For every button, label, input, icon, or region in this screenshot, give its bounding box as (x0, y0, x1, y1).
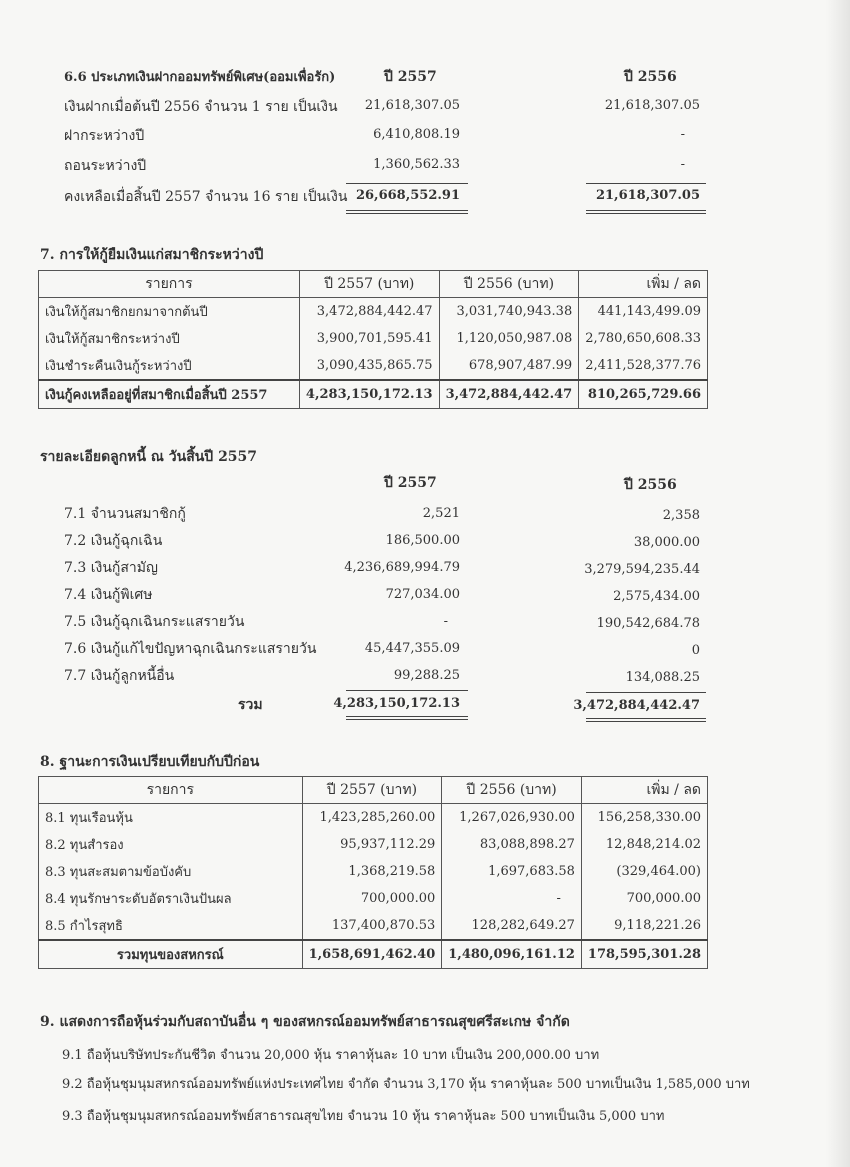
table-row (39, 298, 708, 326)
debt-sum-line (346, 690, 468, 691)
table-row (39, 858, 708, 885)
debt-value-2556: 0 (691, 643, 700, 658)
s66-row-value-2556: - (680, 127, 685, 142)
value-2556: 128,282,649.27 (442, 912, 582, 940)
value-change: 700,000.00 (581, 885, 707, 912)
financial-position-table (38, 776, 708, 969)
debt-row-label: 7.2 เงินกู้ฉุกเฉิน (64, 533, 163, 549)
value-2556: 83,088,898.27 (442, 831, 582, 858)
debtor-details-heading: รายละเอียดลูกหนี้ ณ วันสิ้นปี 2557 (40, 449, 258, 465)
value-2556: 3,031,740,943.38 (439, 298, 579, 326)
s66-row-value-2557: 21,618,307.05 (364, 98, 460, 113)
debt-value-2556: 190,542,684.78 (596, 616, 700, 631)
s66-row-label: ถอนระหว่างปี (64, 158, 147, 174)
value-change: 9,118,221.26 (581, 912, 707, 940)
row-label: เงินให้กู้สมาชิกระหว่างปี (39, 325, 300, 352)
debt-value-2557: - (443, 614, 448, 629)
table-header-row (39, 777, 708, 804)
table-row (39, 352, 708, 380)
s66-total-2557: 26,668,552.91 (355, 188, 460, 203)
value-2557: 3,090,435,865.75 (299, 352, 439, 380)
debt-value-2556: 3,279,594,235.44 (584, 562, 700, 577)
row-label: 8.5 กำไรสุทธิ (39, 912, 303, 940)
total-2556: 3,472,884,442.47 (439, 380, 579, 409)
debt-total-2557: 4,283,150,172.13 (333, 696, 460, 711)
s66-row-value-2557: 6,410,808.19 (373, 127, 460, 142)
debt-row-label: 7.4 เงินกู้พิเศษ (64, 587, 153, 603)
s66-total-2556: 21,618,307.05 (595, 188, 700, 203)
total-2557: 1,658,691,462.40 (302, 940, 442, 969)
debt-col-2557: ปี 2557 (384, 475, 437, 491)
shareholding-item: 9.2 ถือหุ้นชุมนุมสหกรณ์ออมทรัพย์แห่งประเทศไทย จำกัด จำนวน 3,170 หุ้น ราคาหุ้นละ 500 บาทเป็นเงิน 1,585,000 บาท (62, 1077, 750, 1092)
s66-row-value-2556: - (680, 157, 685, 172)
value-2556: 1,267,026,930.00 (442, 804, 582, 832)
debt-value-2556: 134,088.25 (625, 670, 700, 685)
debt-value-2557: 727,034.00 (385, 587, 460, 602)
total-2557: 4,283,150,172.13 (299, 380, 439, 409)
debt-value-2557: 45,447,355.09 (364, 641, 460, 656)
s66-sum-line (346, 183, 468, 184)
value-2557: 3,472,884,442.47 (299, 298, 439, 326)
table-total-row (39, 380, 708, 409)
value-change: (329,464.00) (581, 858, 707, 885)
total-label: รวมทุนของสหกรณ์ (39, 940, 303, 969)
row-label: 8.2 ทุนสำรอง (39, 831, 303, 858)
row-label: เงินให้กู้สมาชิกยกมาจากต้นปี (39, 298, 300, 326)
row-label: 8.3 ทุนสะสมตามข้อบังคับ (39, 858, 303, 885)
debt-total-2556: 3,472,884,442.47 (573, 698, 700, 713)
header-item: รายการ (39, 777, 303, 804)
section-9-heading: 9. แสดงการถือหุ้นร่วมกับสถาบันอื่น ๆ ของสหกรณ์ออมทรัพย์สาธารณสุขศรีสะเกษ จำกัด (40, 1014, 570, 1030)
table-row (39, 912, 708, 940)
debt-row-label: 7.6 เงินกู้แก้ไขปัญหาฉุกเฉินกระแสรายวัน (64, 641, 317, 657)
debt-double-underline (586, 718, 706, 722)
s66-col-2556: ปี 2556 (624, 69, 677, 85)
value-2556: - (442, 885, 582, 912)
s66-double-underline (346, 210, 468, 214)
total-change: 178,595,301.28 (581, 940, 707, 969)
value-change: 156,258,330.00 (581, 804, 707, 832)
table-header-row (39, 271, 708, 298)
debt-double-underline (346, 716, 468, 720)
debt-row-label: 7.3 เงินกู้สามัญ (64, 560, 158, 576)
s66-total-label: คงเหลือเมื่อสิ้นปี 2557 จำนวน 16 ราย เป็นเงิน (64, 189, 348, 205)
header-2557: ปี 2557 (บาท) (302, 777, 442, 804)
s66-row-label: เงินฝากเมื่อต้นปี 2556 จำนวน 1 ราย เป็นเงิน (64, 99, 338, 115)
total-label: เงินกู้คงเหลืออยู่ที่สมาชิกเมื่อสิ้นปี 2557 (39, 380, 300, 409)
debt-row-label: 7.1 จำนวนสมาชิกกู้ (64, 506, 186, 522)
scan-page-edge (826, 0, 850, 1167)
total-2556: 1,480,096,161.12 (442, 940, 582, 969)
table-row (39, 831, 708, 858)
debt-value-2557: 4,236,689,994.79 (344, 560, 460, 575)
s66-sum-line (586, 183, 706, 184)
header-change: เพิ่ม / ลด (581, 777, 707, 804)
debt-value-2556: 2,575,434.00 (613, 589, 700, 604)
s66-row-label: ฝากระหว่างปี (64, 128, 145, 144)
s66-double-underline (586, 210, 706, 214)
debt-value-2556: 38,000.00 (633, 535, 700, 550)
debt-col-2556: ปี 2556 (624, 477, 677, 493)
shareholding-item: 9.1 ถือหุ้นบริษัทประกันชีวิต จำนวน 20,000 หุ้น ราคาหุ้นละ 10 บาท เป็นเงิน 200,000.00 บาท (62, 1048, 600, 1063)
debt-row-label: 7.7 เงินกู้ลูกหนี้อื่น (64, 668, 175, 684)
value-2556: 678,907,487.99 (439, 352, 579, 380)
debt-value-2556: 2,358 (662, 508, 700, 523)
table-row (39, 325, 708, 352)
debt-value-2557: 186,500.00 (385, 533, 460, 548)
header-item: รายการ (39, 271, 300, 298)
value-change: 2,411,528,377.76 (579, 352, 708, 380)
table-total-row (39, 940, 708, 969)
s66-col-2557: ปี 2557 (384, 69, 437, 85)
row-label: 8.4 ทุนรักษาระดับอัตราเงินปันผล (39, 885, 303, 912)
debt-value-2557: 2,521 (422, 506, 460, 521)
value-change: 12,848,214.02 (581, 831, 707, 858)
header-2557: ปี 2557 (บาท) (299, 271, 439, 298)
value-2557: 137,400,870.53 (302, 912, 442, 940)
value-change: 441,143,499.09 (579, 298, 708, 326)
section-8-heading: 8. ฐานะการเงินเปรียบเทียบกับปีก่อน (40, 754, 260, 770)
value-2556: 1,120,050,987.08 (439, 325, 579, 352)
table-row (39, 804, 708, 832)
header-2556: ปี 2556 (บาท) (439, 271, 579, 298)
total-change: 810,265,729.66 (579, 380, 708, 409)
shareholding-item: 9.3 ถือหุ้นชุมนุมสหกรณ์ออมทรัพย์สาธารณสุขไทย จำนวน 10 หุ้น ราคาหุ้นละ 500 บาทเป็นเงิน 5,000 บาท (62, 1109, 665, 1124)
row-label: 8.1 ทุนเรือนหุ้น (39, 804, 303, 832)
value-2557: 95,937,112.29 (302, 831, 442, 858)
debt-value-2557: 99,288.25 (393, 668, 460, 683)
header-2556: ปี 2556 (บาท) (442, 777, 582, 804)
header-change: เพิ่ม / ลด (579, 271, 708, 298)
section-6-6-heading: 6.6 ประเภทเงินฝากออมทรัพย์พิเศษ(ออมเพื่อรัก) (64, 70, 336, 85)
value-change: 2,780,650,608.33 (579, 325, 708, 352)
section-7-heading: 7. การให้กู้ยืมเงินแก่สมาชิกระหว่างปี (40, 247, 264, 263)
value-2557: 1,423,285,260.00 (302, 804, 442, 832)
table-row (39, 885, 708, 912)
value-2557: 700,000.00 (302, 885, 442, 912)
loans-table (38, 270, 708, 409)
value-2557: 1,368,219.58 (302, 858, 442, 885)
s66-row-value-2556: 21,618,307.05 (604, 98, 700, 113)
debt-total-label: รวม (238, 697, 263, 713)
value-2556: 1,697,683.58 (442, 858, 582, 885)
s66-row-value-2557: 1,360,562.33 (373, 157, 460, 172)
debt-sum-line (586, 692, 706, 693)
debt-row-label: 7.5 เงินกู้ฉุกเฉินกระแสรายวัน (64, 614, 245, 630)
value-2557: 3,900,701,595.41 (299, 325, 439, 352)
row-label: เงินชำระคืนเงินกู้ระหว่างปี (39, 352, 300, 380)
